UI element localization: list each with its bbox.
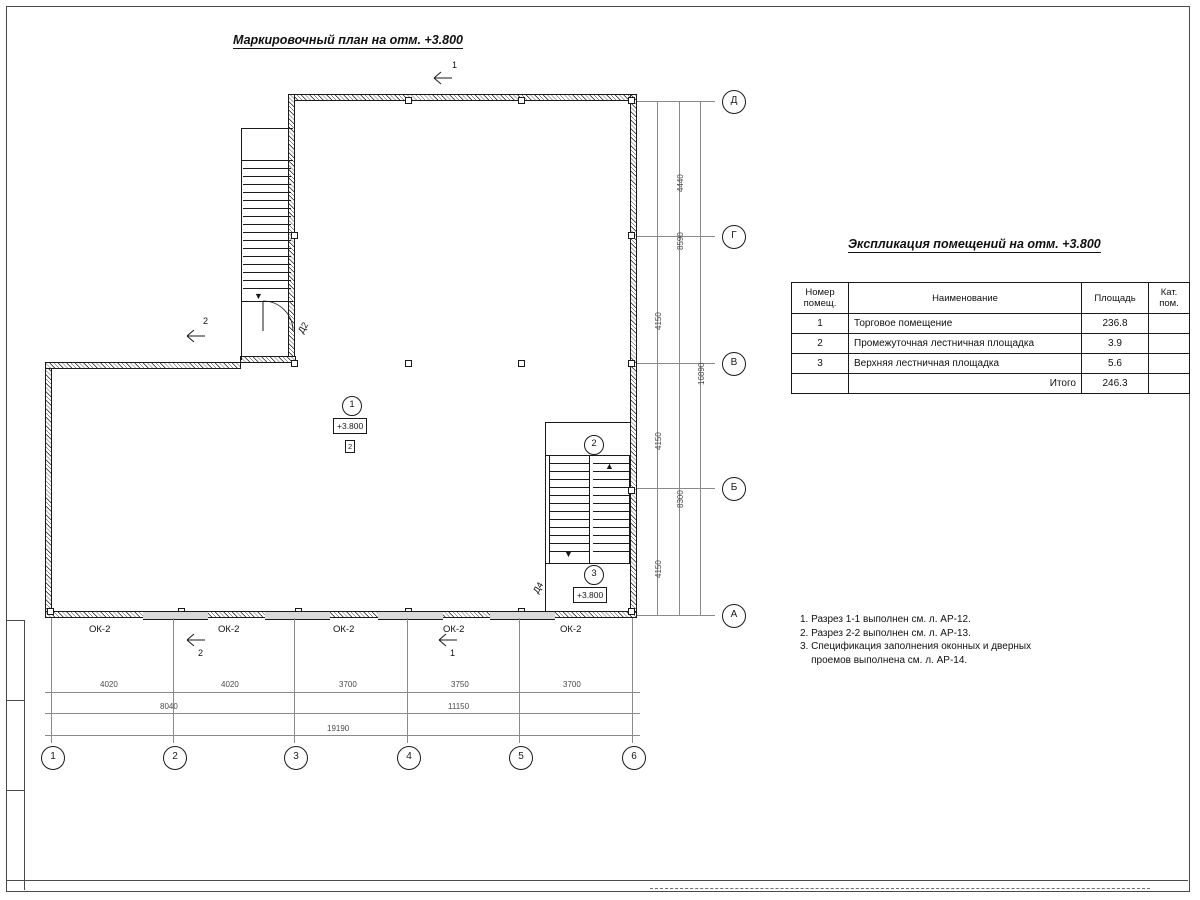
- window-opening: [378, 611, 443, 620]
- axis-bubble-v: В: [722, 352, 746, 376]
- dim-4020-b: 4020: [221, 680, 239, 689]
- stair-direction-arrow-up: ▲: [605, 461, 614, 471]
- room-tag-2: 2: [584, 435, 604, 455]
- column: [628, 360, 635, 367]
- stair-tread: [243, 232, 291, 233]
- cell-name: Торговое помещение: [849, 314, 1082, 334]
- section-mark-left-arrow: [185, 328, 209, 344]
- stair-top-enclosure-left: [241, 128, 242, 360]
- stair-tread: [549, 543, 589, 544]
- window-opening: [265, 611, 330, 620]
- ext-line-d: [637, 101, 715, 102]
- stair-tread: [549, 487, 589, 488]
- ext-line-a: [637, 615, 715, 616]
- dim-ext-v-3: [294, 618, 295, 743]
- stair-tread: [243, 256, 291, 257]
- dim-4020-a: 4020: [100, 680, 118, 689]
- column: [628, 608, 635, 615]
- axis-bubble-a: А: [722, 604, 746, 628]
- column: [628, 232, 635, 239]
- stair-tread: [549, 535, 589, 536]
- stair-tread: [243, 192, 291, 193]
- axis-bubble-5: 5: [509, 746, 533, 770]
- stair-top-enclosure-top: [241, 128, 293, 129]
- header-number: Номер помещ.: [792, 283, 849, 314]
- room-tag-1: 1: [342, 396, 362, 416]
- dim-right-16890: 16890: [697, 362, 706, 385]
- door-swing-d2: [262, 300, 322, 340]
- window-label-3: ОК-2: [333, 624, 355, 635]
- column: [518, 97, 525, 104]
- cell-kat: [1149, 354, 1190, 374]
- stair-tread-right: [593, 511, 629, 512]
- stair-direction-arrow-down: ▼: [254, 291, 263, 301]
- stair-tread: [243, 208, 291, 209]
- explication-table: [791, 282, 1190, 394]
- stair-tread: [243, 176, 291, 177]
- cell-area: 5.6: [1082, 354, 1149, 374]
- stair-tread: [549, 495, 589, 496]
- axis-bubble-3: 3: [284, 746, 308, 770]
- dim-chain-row1: [45, 692, 640, 693]
- cell-area: 3.9: [1082, 334, 1149, 354]
- total-empty: [792, 374, 849, 394]
- stair-tread: [243, 200, 291, 201]
- table-row: [792, 314, 1190, 334]
- window-label-4: ОК-2: [443, 624, 465, 635]
- dim-ext-v-4: [407, 618, 408, 743]
- stair-top-landing-line: [241, 160, 293, 161]
- window-label-2: ОК-2: [218, 624, 240, 635]
- table-total-row: [792, 374, 1190, 394]
- stair-tread: [549, 471, 589, 472]
- cell-kat: [1149, 334, 1190, 354]
- total-area: 246.3: [1082, 374, 1149, 394]
- cell-number: 1: [792, 314, 849, 334]
- sheet-left-divider-1: [6, 620, 24, 621]
- dim-right-8590: 8590: [676, 232, 685, 250]
- section-mark-left-label: 2: [203, 316, 209, 326]
- stair-tread-right: [593, 487, 629, 488]
- axis-bubble-g: Г: [722, 225, 746, 249]
- header-kat: Кат. пом.: [1149, 283, 1190, 314]
- dim-right-4150-c: 4150: [654, 560, 663, 578]
- stair-tread: [243, 288, 291, 289]
- cell-number: 3: [792, 354, 849, 374]
- stair-tread: [243, 248, 291, 249]
- window-label-5: ОК-2: [560, 624, 582, 635]
- level-mark-2: +3.800: [573, 587, 607, 603]
- stair-tread: [549, 503, 589, 504]
- note-1: 1. Разрез 1-1 выполнен см. л. АР-12.: [800, 614, 971, 625]
- note-3: 3. Спецификация заполнения оконных и дверных: [800, 641, 1032, 652]
- dim-ext-v-1: [51, 618, 52, 743]
- stair-tread-right: [593, 471, 629, 472]
- note-4: проемов выполнена см. л. АР-14.: [800, 654, 968, 666]
- stair-tread: [243, 280, 291, 281]
- header-area: Площадь: [1082, 283, 1149, 314]
- cell-name: Промежуточная лестничная площадка: [849, 334, 1082, 354]
- stair-tread-right: [593, 543, 629, 544]
- wall-step-horizontal: [45, 362, 241, 369]
- sheet-left-divider-2: [6, 700, 24, 701]
- dim-11150: 11150: [448, 702, 470, 711]
- stair-tread: [243, 224, 291, 225]
- stair-bottom-enclosure-top: [545, 422, 631, 423]
- wall-mid-horizontal: [240, 356, 296, 363]
- column: [291, 360, 298, 367]
- stair-bottom-landing-line: [545, 455, 631, 456]
- cell-kat: [1149, 314, 1190, 334]
- window-opening: [143, 611, 208, 620]
- dim-chain-row2: [45, 713, 640, 714]
- stair-tread-right: [593, 503, 629, 504]
- cell-area: 236.8: [1082, 314, 1149, 334]
- notes-block: [800, 613, 1130, 667]
- column: [628, 487, 635, 494]
- stair-tread: [243, 168, 291, 169]
- dim-ext-v-6: [632, 618, 633, 743]
- axis-bubble-1: 1: [41, 746, 65, 770]
- section-mark-bottom-left-label: 2: [198, 648, 204, 658]
- axis-bubble-d: Д: [722, 90, 746, 114]
- window-label-1: ОК-2: [89, 624, 111, 635]
- stair-tread-right: [593, 479, 629, 480]
- axis-bubble-6: 6: [622, 746, 646, 770]
- level-mark-1: +3.800: [333, 418, 367, 434]
- column: [405, 360, 412, 367]
- sheet-bottom-rule: [6, 880, 1188, 881]
- dim-8040: 8040: [160, 702, 178, 711]
- total-kat: [1149, 374, 1190, 394]
- section-mark-top-arrow: [432, 70, 456, 86]
- stair-tread: [549, 519, 589, 520]
- stair-tread: [549, 527, 589, 528]
- stair-tread-right: [593, 551, 629, 552]
- stair-tread: [243, 216, 291, 217]
- door-label-d4: Д4: [531, 580, 546, 595]
- section-mark-top-label: 1: [452, 60, 458, 70]
- room-tag-3: 3: [584, 565, 604, 585]
- stair-bottom-flight-right: [629, 455, 630, 563]
- section-mark-bottom-left-arrow: [185, 632, 209, 648]
- dim-line-right-outer: [700, 101, 701, 615]
- cell-number: 2: [792, 334, 849, 354]
- dim-right-4440: 4440: [676, 174, 685, 192]
- dim-right-8300: 8300: [676, 490, 685, 508]
- table-header-row: [792, 283, 1190, 314]
- section-mark-bottom-label: 1: [450, 648, 456, 658]
- column: [518, 360, 525, 367]
- wall-left-lower: [45, 362, 52, 618]
- stair-tread: [549, 479, 589, 480]
- section-mark-bottom-arrow: [437, 632, 461, 648]
- dim-ext-v-2: [173, 618, 174, 743]
- dim-ext-v-5: [519, 618, 520, 743]
- total-label: Итого: [849, 374, 1082, 394]
- axis-bubble-4: 4: [397, 746, 421, 770]
- column: [291, 232, 298, 239]
- dim-line-right-inner: [657, 101, 658, 615]
- sheet-left-column: [6, 620, 25, 890]
- stair-tread: [549, 463, 589, 464]
- dim-right-4150-a: 4150: [654, 312, 663, 330]
- note-2: 2. Разрез 2-2 выполнен см. л. АР-13.: [800, 627, 971, 639]
- dim-3700-b: 3700: [563, 680, 581, 689]
- wall-top-upper: [288, 94, 637, 101]
- header-name: Наименование: [849, 283, 1082, 314]
- sheet-left-divider-3: [6, 790, 24, 791]
- stair-tread-right: [593, 519, 629, 520]
- stair-tread-right: [593, 535, 629, 536]
- wall-right-main: [630, 94, 637, 618]
- dim-19190: 19190: [327, 724, 350, 733]
- stair-tread-right: [593, 527, 629, 528]
- ext-line-b: [637, 488, 715, 489]
- explication-title: Экспликация помещений на отм. +3.800: [848, 237, 1101, 251]
- level-note-square: 2: [345, 440, 355, 453]
- dim-3750: 3750: [451, 680, 469, 689]
- plan-title: Маркировочный план на отм. +3.800: [233, 33, 463, 47]
- stair-tread: [243, 264, 291, 265]
- stair-tread: [243, 184, 291, 185]
- window-opening: [490, 611, 555, 620]
- sheet-dashed-line: [650, 888, 1150, 889]
- stair-bottom-flight-end: [545, 563, 631, 564]
- column: [405, 97, 412, 104]
- stair-bottom-flight-divider: [589, 455, 590, 563]
- dim-3700-a: 3700: [339, 680, 357, 689]
- stair-direction-arrow-down-2: ▼: [564, 549, 573, 559]
- dim-chain-row3: [45, 735, 640, 736]
- column: [47, 608, 54, 615]
- stair-tread: [243, 272, 291, 273]
- table-row: [792, 334, 1190, 354]
- axis-bubble-b: Б: [722, 477, 746, 501]
- door-label-d2: Д2: [296, 320, 311, 335]
- table-row: [792, 354, 1190, 374]
- column: [628, 97, 635, 104]
- stair-tread: [243, 240, 291, 241]
- cell-name: Верхняя лестничная площадка: [849, 354, 1082, 374]
- stair-tread: [549, 511, 589, 512]
- axis-bubble-2: 2: [163, 746, 187, 770]
- dim-right-4150-b: 4150: [654, 432, 663, 450]
- stair-tread-right: [593, 495, 629, 496]
